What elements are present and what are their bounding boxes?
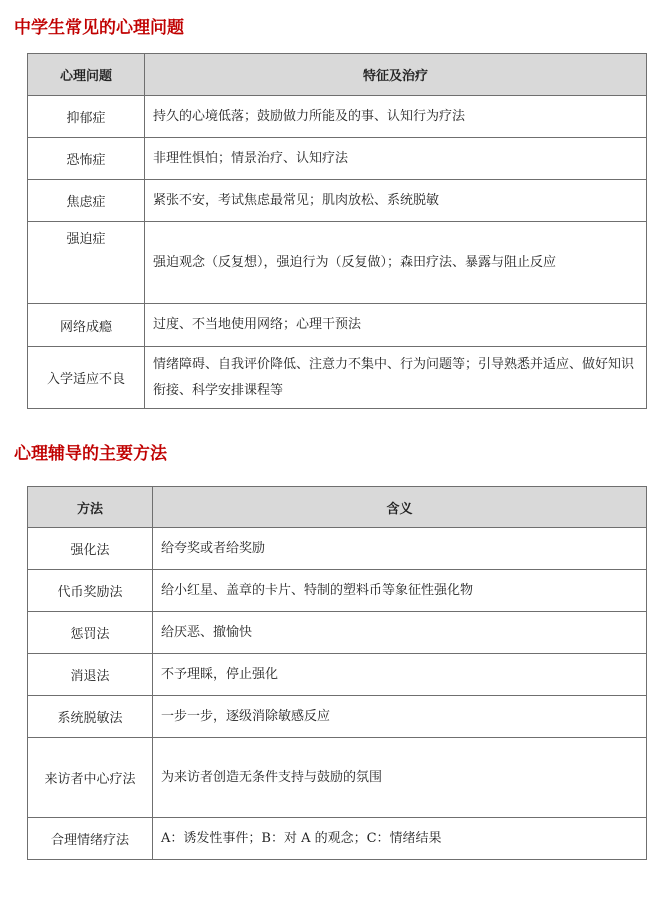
column-header-meaning: 含义 — [153, 487, 647, 528]
meaning-cell: 给厌恶、撤愉快 — [153, 612, 647, 654]
description-cell: 情绪障碍、自我评价降低、注意力不集中、行为问题等；引导熟悉并适应、做好知识衔接、科学安排课程等 — [145, 347, 647, 409]
problem-cell: 网络成瘾 — [28, 304, 145, 347]
table-row — [28, 696, 647, 738]
method-cell: 代币奖励法 — [28, 570, 153, 612]
description-cell: 紧张不安，考试焦虑最常见；肌肉放松、系统脱敏 — [145, 180, 647, 222]
method-cell: 系统脱敏法 — [28, 696, 153, 738]
problem-cell: 抑郁症 — [28, 96, 145, 138]
problem-cell: 恐怖症 — [28, 138, 145, 180]
problem-cell: 强迫症 — [28, 222, 145, 304]
problem-cell: 入学适应不良 — [28, 347, 145, 409]
column-header-method: 方法 — [28, 487, 153, 528]
method-cell: 来访者中心疗法 — [28, 738, 153, 818]
meaning-cell: 一步一步，逐级消除敏感反应 — [153, 696, 647, 738]
table-row — [28, 96, 647, 138]
column-header-features: 特征及治疗 — [145, 54, 647, 96]
method-cell: 强化法 — [28, 528, 153, 570]
table-row — [28, 738, 647, 818]
meaning-cell: 不予理睬，停止强化 — [153, 654, 647, 696]
description-cell: 持久的心境低落；鼓励做力所能及的事、认知行为疗法 — [145, 96, 647, 138]
counseling-methods-table — [27, 486, 647, 860]
table-row — [28, 612, 647, 654]
description-cell: 非理性惧怕；情景治疗、认知疗法 — [145, 138, 647, 180]
meaning-cell: 给小红星、盖章的卡片、特制的塑料币等象征性强化物 — [153, 570, 647, 612]
problem-cell: 焦虑症 — [28, 180, 145, 222]
column-header-problem: 心理问题 — [28, 54, 145, 96]
description-cell: 强迫观念（反复想），强迫行为（反复做）；森田疗法、暴露与阻止反应 — [145, 222, 647, 304]
table-header-row — [28, 54, 647, 96]
section-title-counseling-methods: 心理辅导的主要方法 — [14, 444, 167, 464]
method-cell: 消退法 — [28, 654, 153, 696]
table-row — [28, 654, 647, 696]
table-row — [28, 818, 647, 860]
table-row — [28, 528, 647, 570]
table-row — [28, 180, 647, 222]
table-row — [28, 304, 647, 347]
section-title-psych-problems: 中学生常见的心理问题 — [14, 18, 184, 38]
table-row — [28, 347, 647, 409]
table-row — [28, 222, 647, 304]
method-cell: 合理情绪疗法 — [28, 818, 153, 860]
psych-problems-table — [27, 53, 647, 409]
table-row — [28, 570, 647, 612]
description-cell: 过度、不当地使用网络；心理干预法 — [145, 304, 647, 347]
meaning-cell: 为来访者创造无条件支持与鼓励的氛围 — [153, 738, 647, 818]
meaning-cell: 给夸奖或者给奖励 — [153, 528, 647, 570]
table-header-row — [28, 487, 647, 528]
method-cell: 惩罚法 — [28, 612, 153, 654]
meaning-cell: A：诱发性事件；B：对 A 的观念；C：情绪结果 — [153, 818, 647, 860]
table-row — [28, 138, 647, 180]
